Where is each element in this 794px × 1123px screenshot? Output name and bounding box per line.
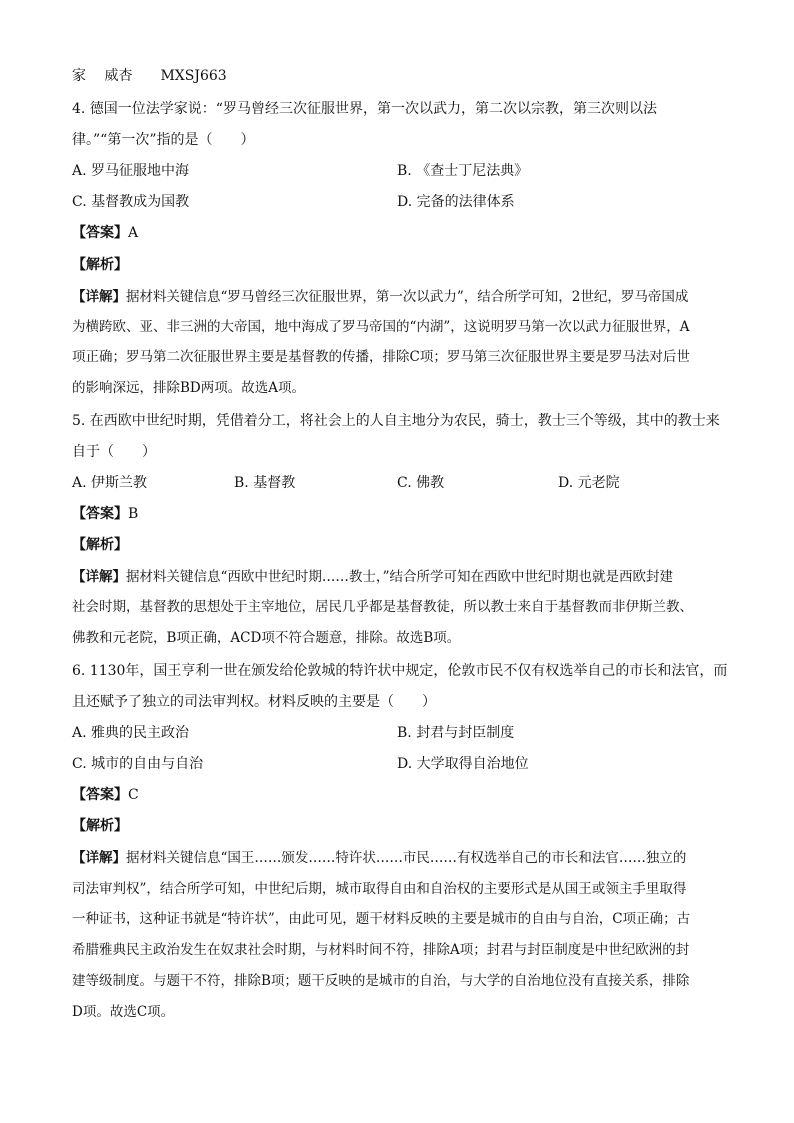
q4-option-d: D. 完备的法律体系 bbox=[397, 194, 515, 210]
q5-detail-line-3: 佛教和元老院，B项正确，ACD项不符合题意，排除。故选B项。 bbox=[72, 630, 461, 646]
q6-detail-line-1 bbox=[72, 849, 724, 867]
q5-option-b: B. 基督教 bbox=[234, 475, 296, 491]
q5-detail-line-1 bbox=[72, 568, 724, 586]
q6-stem-line-2: 且还赋予了独立的司法审判权。材料反映的主要是（ ） bbox=[72, 694, 436, 710]
detail-label: 【详解】 bbox=[72, 289, 126, 305]
q6-option-d: D. 大学取得自治地位 bbox=[397, 756, 529, 772]
q5-answer-value: B bbox=[128, 506, 139, 522]
q6-detail-text-1: 据材料关键信息“国王……颁发……特许状……市民……有权选举自己的市长和法官……独立的 bbox=[126, 850, 687, 866]
q6-option-c: C. 城市的自由与自治 bbox=[72, 756, 204, 772]
q6-stem-line-1: 6. 1130年，国王亨利一世在颁发给伦敦城的特许状中规定，伦敦市民不仅有权选举自己的市长和法官，而 bbox=[72, 663, 728, 679]
detail-label: 【详解】 bbox=[72, 569, 126, 585]
q6-answer bbox=[72, 786, 724, 804]
q4-detail-text-1: 据材料关键信息“罗马曾经三次征服世界，第一次以武力”，结合所学可知，2世纪，罗马帝国成 bbox=[126, 289, 689, 305]
q4-stem-line-1: 4. 德国一位法学家说：“罗马曾经三次征服世界，第一次以武力，第二次以宗教，第三次则以法 bbox=[72, 101, 657, 117]
q5-answer bbox=[72, 505, 724, 523]
q6-option-b: B. 封君与封臣制度 bbox=[397, 725, 515, 741]
q5-stem-line-2: 自于（ ） bbox=[72, 444, 156, 460]
q4-detail-line-4: 的影响深远，排除BD两项。故选A项。 bbox=[72, 380, 305, 396]
q4-option-b: B. 《查士丁尼法典》 bbox=[397, 163, 529, 179]
answer-label: 【答案】 bbox=[72, 506, 128, 522]
q6-detail-line-2: 司法审判权”，结合所学可知，中世纪后期，城市取得自由和自治权的主要形式是从国王或领主手里取得 bbox=[72, 881, 687, 897]
q5-option-a: A. 伊斯兰教 bbox=[72, 475, 148, 491]
q6-detail-line-6: D项。故选C项。 bbox=[72, 1004, 175, 1020]
answer-label: 【答案】 bbox=[72, 787, 128, 803]
q6-analysis-label: 【解析】 bbox=[72, 818, 128, 834]
q4-detail-line-2: 为横跨欧、亚、非三洲的大帝国，地中海成了罗马帝国的“内湖”，这说明罗马第一次以武力征服世界，A bbox=[72, 319, 690, 335]
detail-label: 【详解】 bbox=[72, 850, 126, 866]
q5-option-d: D. 元老院 bbox=[558, 475, 620, 491]
q4-answer-value: A bbox=[128, 225, 139, 241]
q5-option-c: C. 佛教 bbox=[397, 475, 445, 491]
q5-analysis-label: 【解析】 bbox=[72, 537, 128, 553]
q4-detail-line-3: 项正确；罗马第二次征服世界主要是基督教的传播，排除C项；罗马第三次征服世界主要是罗马法对后世 bbox=[72, 349, 690, 365]
q4-stem-line-2: 律。”“第一次”指的是（ ） bbox=[72, 132, 255, 148]
q6-option-a: A. 雅典的民主政治 bbox=[72, 725, 190, 741]
q5-detail-text-1: 据材料关键信息“西欧中世纪时期……教士，”结合所学可知在西欧中世纪时期也就是西欧封建 bbox=[126, 569, 674, 585]
q6-detail-line-4: 希腊雅典民主政治发生在奴隶社会时期，与材料时间不符，排除A项；封君与封臣制度是中世纪欧洲的封 bbox=[72, 942, 690, 958]
q6-detail-line-5: 建等级制度。与题干不符，排除B项；题干反映的是城市的自治，与大学的自治地位没有直接关系，排除 bbox=[72, 973, 690, 989]
q4-option-c: C. 基督教成为国教 bbox=[72, 194, 190, 210]
q4-option-a: A. 罗马征服地中海 bbox=[72, 163, 190, 179]
q6-detail-line-3: 一种证书，这种证书就是“特许状”，由此可见，题干材料反映的主要是城市的自由与自治，C项正确；古 bbox=[72, 911, 691, 927]
q5-detail-line-2: 社会时期，基督教的思想处于主宰地位，居民几乎都是基督教徒，所以教士来自于基督教而非伊斯兰教、 bbox=[72, 599, 693, 615]
page-header: 家 威杏 MXSJ663 bbox=[72, 68, 227, 84]
answer-label: 【答案】 bbox=[72, 225, 128, 241]
q4-analysis-label: 【解析】 bbox=[72, 257, 128, 273]
q4-detail-line-1 bbox=[72, 288, 724, 306]
q6-answer-value: C bbox=[128, 787, 139, 803]
q4-answer bbox=[72, 224, 724, 242]
q5-stem-line-1: 5. 在西欧中世纪时期，凭借着分工，将社会上的人自主地分为农民，骑士，教士三个等级，其中的教士来 bbox=[72, 413, 720, 429]
